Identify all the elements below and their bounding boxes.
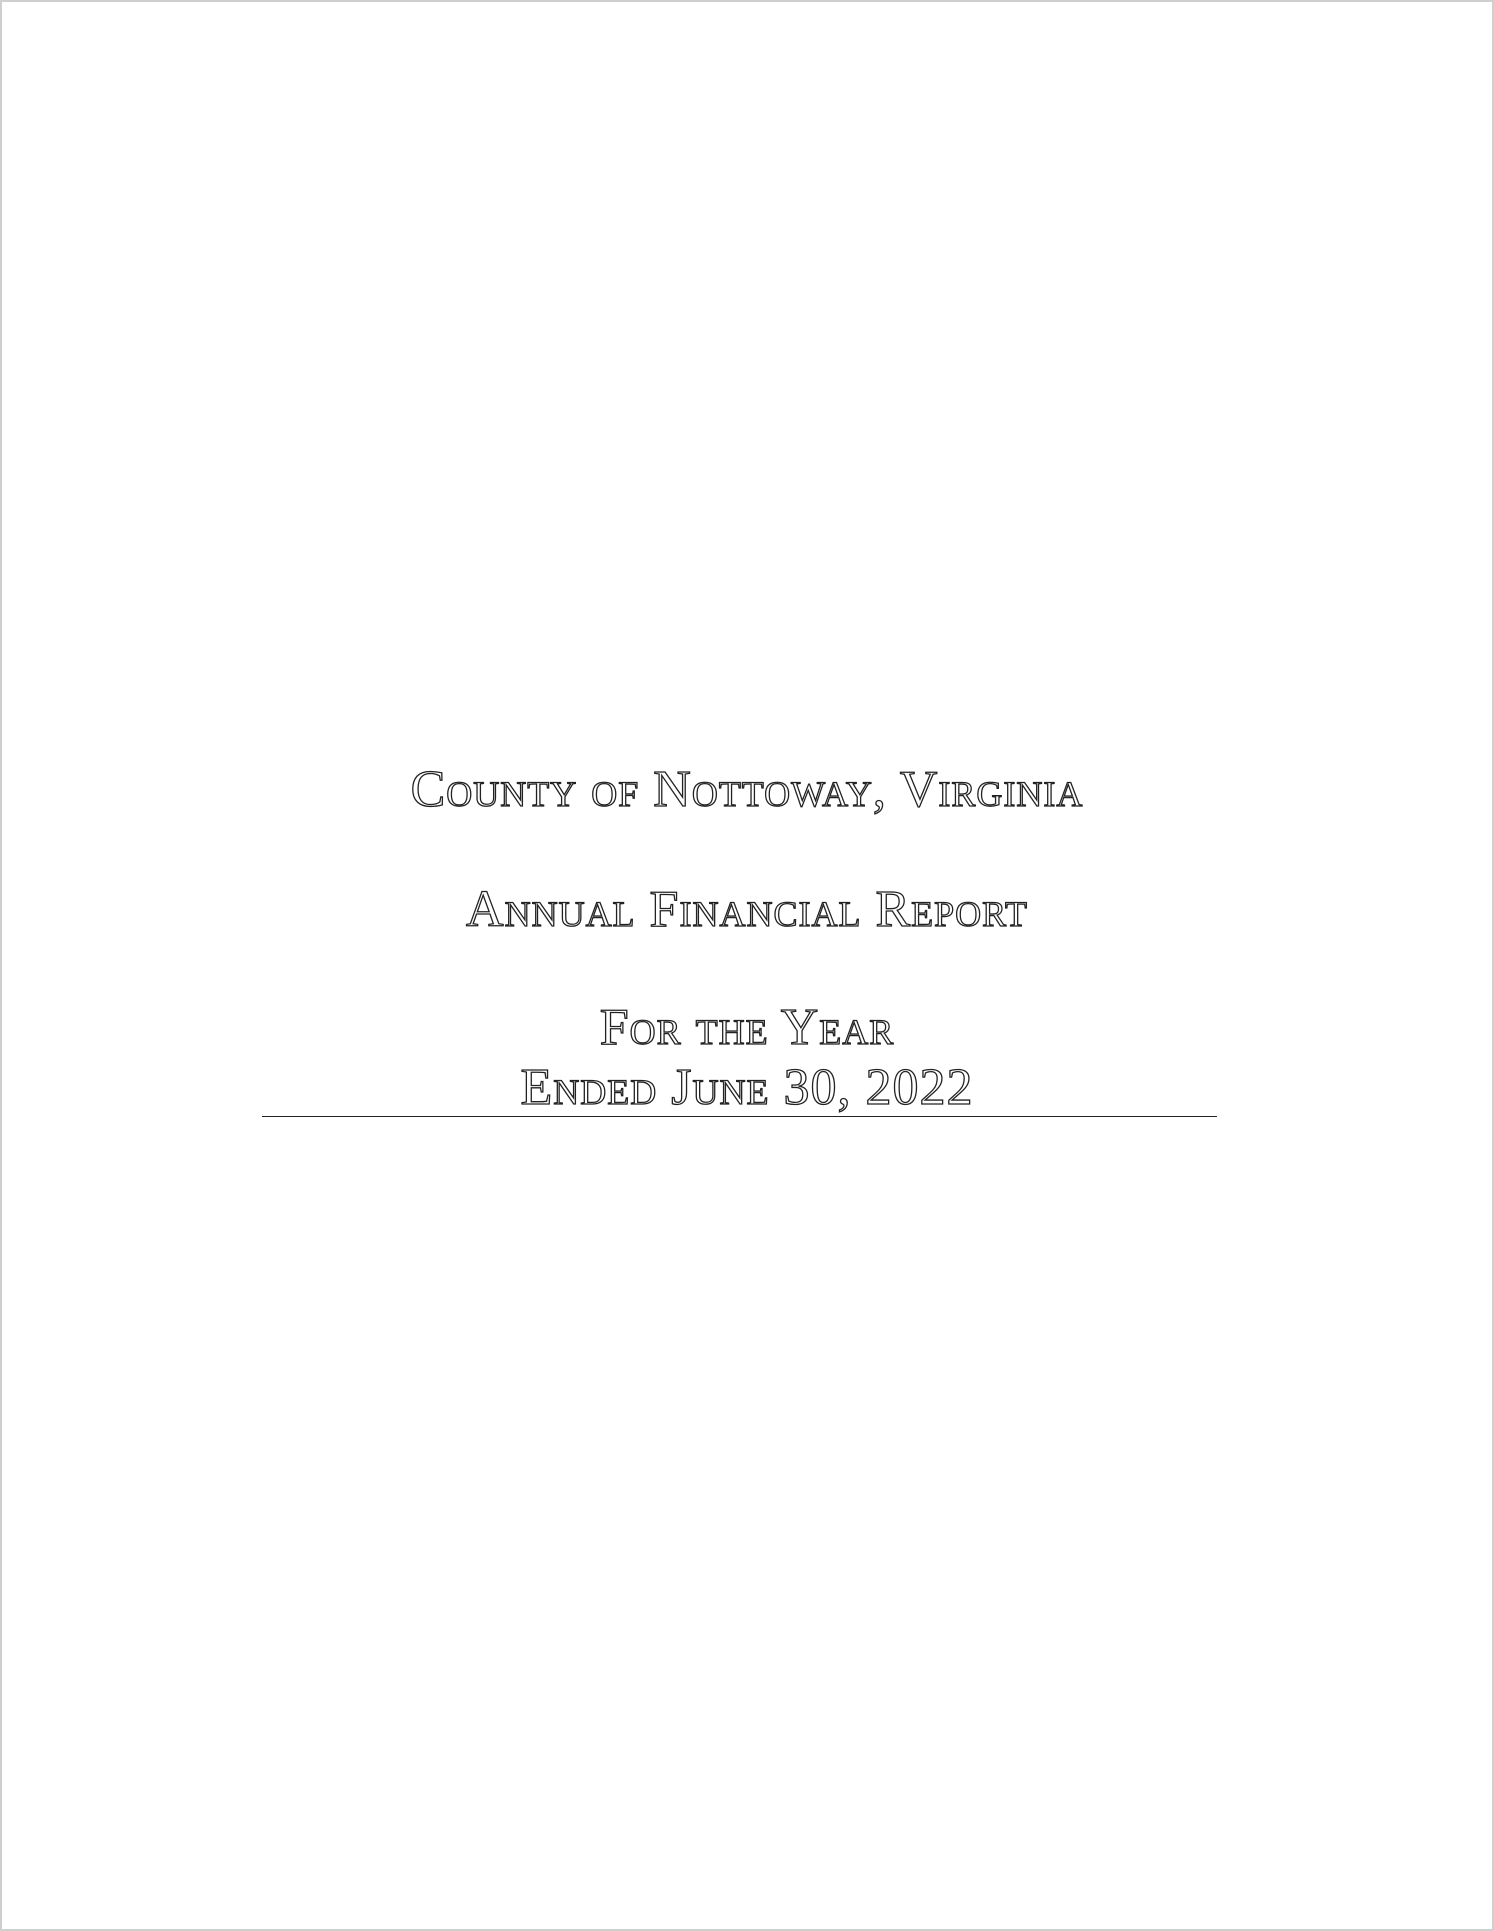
report-title: Annual Financial Report: [466, 881, 1028, 938]
period-line-2: Ended June 30, 2022: [520, 1059, 974, 1116]
entity-name: County of Nottoway, Virginia: [410, 761, 1084, 818]
period-line-1: For the Year: [599, 999, 895, 1056]
title-underline: [262, 1116, 1217, 1117]
